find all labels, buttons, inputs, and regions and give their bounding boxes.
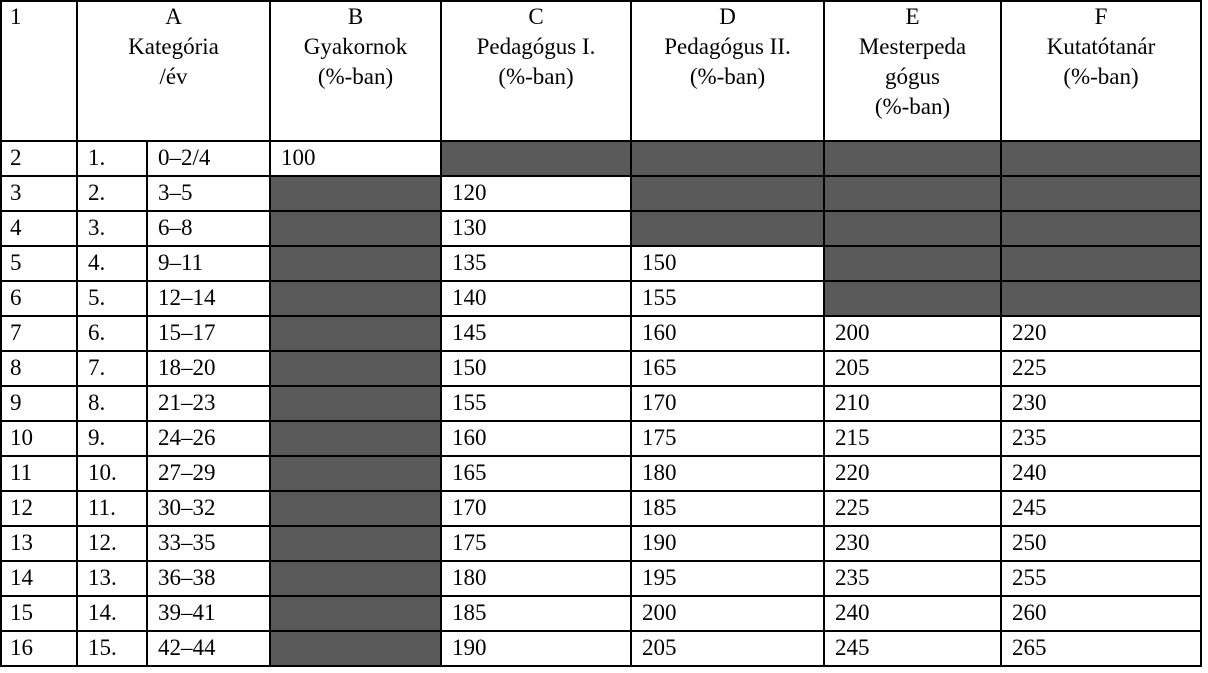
percent-cell-c: 140 xyxy=(441,281,631,316)
category-cell: 3. xyxy=(77,211,147,246)
years-cell: 0–2/4 xyxy=(147,141,270,176)
column-header-e xyxy=(824,1,1001,141)
percent-cell-c: 170 xyxy=(441,491,631,526)
row-number-cell: 13 xyxy=(1,526,77,561)
category-cell: 7. xyxy=(77,351,147,386)
table-row xyxy=(1,351,1201,386)
category-cell: 9. xyxy=(77,421,147,456)
category-cell: 1. xyxy=(77,141,147,176)
percent-cell-c: 130 xyxy=(441,211,631,246)
shaded-cell-b xyxy=(270,596,441,631)
column-header-f xyxy=(1001,1,1201,141)
column-title-line: (%-ban) xyxy=(874,94,951,119)
shaded-cell-e xyxy=(824,176,1001,211)
shaded-cell-b xyxy=(270,456,441,491)
percent-cell-f: 230 xyxy=(1001,386,1201,421)
years-cell: 36–38 xyxy=(147,561,270,596)
shaded-cell-b xyxy=(270,526,441,561)
row-number-cell: 12 xyxy=(1,491,77,526)
percent-cell-c: 185 xyxy=(441,596,631,631)
percent-cell-d: 195 xyxy=(631,561,824,596)
percent-cell-f: 235 xyxy=(1001,421,1201,456)
shaded-cell-b xyxy=(270,421,441,456)
percent-cell-f: 255 xyxy=(1001,561,1201,596)
years-cell: 42–44 xyxy=(147,631,270,666)
years-cell: 21–23 xyxy=(147,386,270,421)
category-cell: 10. xyxy=(77,456,147,491)
shaded-cell-b xyxy=(270,351,441,386)
header-row-number: 1 xyxy=(1,1,77,141)
column-title-line: gógus xyxy=(885,64,940,89)
shaded-cell-f xyxy=(1001,246,1201,281)
years-cell: 9–11 xyxy=(147,246,270,281)
shaded-cell-f xyxy=(1001,141,1201,176)
column-letter: A xyxy=(165,4,182,29)
table-row xyxy=(1,141,1201,176)
shaded-cell-b xyxy=(270,246,441,281)
shaded-cell-f xyxy=(1001,281,1201,316)
row-number-cell: 5 xyxy=(1,246,77,281)
row-number-cell: 3 xyxy=(1,176,77,211)
column-header-b xyxy=(270,1,441,141)
percent-cell-d: 165 xyxy=(631,351,824,386)
table-row xyxy=(1,176,1201,211)
column-letter: E xyxy=(905,4,920,29)
percent-cell-c: 155 xyxy=(441,386,631,421)
years-cell: 30–32 xyxy=(147,491,270,526)
table-row xyxy=(1,316,1201,351)
table-row xyxy=(1,386,1201,421)
percent-cell-f: 245 xyxy=(1001,491,1201,526)
percent-cell-d: 150 xyxy=(631,246,824,281)
row-number-cell: 6 xyxy=(1,281,77,316)
column-letter: C xyxy=(528,4,544,29)
column-title-line: Kutatótanár xyxy=(1046,34,1156,59)
percent-cell-d: 180 xyxy=(631,456,824,491)
row-number-cell: 4 xyxy=(1,211,77,246)
percent-cell-f: 240 xyxy=(1001,456,1201,491)
percent-cell-d: 200 xyxy=(631,596,824,631)
category-cell: 6. xyxy=(77,316,147,351)
years-cell: 33–35 xyxy=(147,526,270,561)
row-number-cell: 8 xyxy=(1,351,77,386)
shaded-cell-b xyxy=(270,491,441,526)
column-title-line: /év xyxy=(159,64,188,89)
percent-cell-e: 220 xyxy=(824,456,1001,491)
percent-cell-d: 190 xyxy=(631,526,824,561)
shaded-cell-e xyxy=(824,211,1001,246)
column-title-line: (%-ban) xyxy=(317,64,394,89)
percent-cell-f: 220 xyxy=(1001,316,1201,351)
table-row xyxy=(1,596,1201,631)
percent-cell-d: 160 xyxy=(631,316,824,351)
shaded-cell-e xyxy=(824,281,1001,316)
percent-cell-f: 250 xyxy=(1001,526,1201,561)
percent-cell-b: 100 xyxy=(270,141,441,176)
percent-cell-c: 120 xyxy=(441,176,631,211)
shaded-cell-b xyxy=(270,386,441,421)
shaded-cell-f xyxy=(1001,176,1201,211)
percent-cell-d: 205 xyxy=(631,631,824,666)
column-header-a xyxy=(77,1,270,141)
column-header-d xyxy=(631,1,824,141)
table-row xyxy=(1,526,1201,561)
percent-cell-c: 145 xyxy=(441,316,631,351)
percent-cell-e: 215 xyxy=(824,421,1001,456)
category-cell: 4. xyxy=(77,246,147,281)
percent-cell-e: 245 xyxy=(824,631,1001,666)
years-cell: 12–14 xyxy=(147,281,270,316)
row-number-cell: 15 xyxy=(1,596,77,631)
percent-cell-c: 180 xyxy=(441,561,631,596)
column-title-line: Gyakornok xyxy=(303,34,408,59)
years-cell: 24–26 xyxy=(147,421,270,456)
table-row xyxy=(1,281,1201,316)
table-row xyxy=(1,246,1201,281)
years-cell: 39–41 xyxy=(147,596,270,631)
shaded-cell-e xyxy=(824,246,1001,281)
shaded-cell-b xyxy=(270,316,441,351)
shaded-cell-b xyxy=(270,561,441,596)
category-cell: 13. xyxy=(77,561,147,596)
row-number-cell: 14 xyxy=(1,561,77,596)
category-cell: 8. xyxy=(77,386,147,421)
row-number-cell: 2 xyxy=(1,141,77,176)
shaded-cell-b xyxy=(270,211,441,246)
percent-cell-c: 150 xyxy=(441,351,631,386)
category-cell: 15. xyxy=(77,631,147,666)
shaded-cell-c xyxy=(441,141,631,176)
percent-cell-d: 175 xyxy=(631,421,824,456)
years-cell: 27–29 xyxy=(147,456,270,491)
header-row xyxy=(1,1,1201,141)
table-row xyxy=(1,561,1201,596)
category-cell: 12. xyxy=(77,526,147,561)
table-row xyxy=(1,631,1201,666)
shaded-cell-d xyxy=(631,176,824,211)
percent-cell-c: 135 xyxy=(441,246,631,281)
category-cell: 2. xyxy=(77,176,147,211)
percent-cell-e: 205 xyxy=(824,351,1001,386)
percent-cell-d: 155 xyxy=(631,281,824,316)
category-cell: 14. xyxy=(77,596,147,631)
years-cell: 15–17 xyxy=(147,316,270,351)
percent-cell-f: 260 xyxy=(1001,596,1201,631)
column-letter: D xyxy=(719,4,736,29)
shaded-cell-b xyxy=(270,281,441,316)
percent-cell-d: 185 xyxy=(631,491,824,526)
percent-cell-e: 230 xyxy=(824,526,1001,561)
percent-cell-e: 210 xyxy=(824,386,1001,421)
years-cell: 6–8 xyxy=(147,211,270,246)
row-number-cell: 9 xyxy=(1,386,77,421)
column-title-line: (%-ban) xyxy=(1063,64,1139,89)
table-row xyxy=(1,456,1201,491)
percent-cell-c: 190 xyxy=(441,631,631,666)
category-cell: 11. xyxy=(77,491,147,526)
shaded-cell-b xyxy=(270,631,441,666)
column-title-line: Pedagógus II. xyxy=(664,34,791,59)
shaded-cell-b xyxy=(270,176,441,211)
shaded-cell-d xyxy=(631,141,824,176)
column-title-line: Pedagógus I. xyxy=(476,34,596,59)
percent-cell-c: 160 xyxy=(441,421,631,456)
row-number-cell: 10 xyxy=(1,421,77,456)
percent-cell-e: 235 xyxy=(824,561,1001,596)
table-row xyxy=(1,491,1201,526)
shaded-cell-e xyxy=(824,141,1001,176)
years-cell: 18–20 xyxy=(147,351,270,386)
shaded-cell-f xyxy=(1001,211,1201,246)
category-cell: 5. xyxy=(77,281,147,316)
percent-cell-e: 200 xyxy=(824,316,1001,351)
percent-cell-f: 265 xyxy=(1001,631,1201,666)
column-header-c xyxy=(441,1,631,141)
percent-cell-e: 240 xyxy=(824,596,1001,631)
table-row xyxy=(1,211,1201,246)
table-row xyxy=(1,421,1201,456)
percent-cell-e: 225 xyxy=(824,491,1001,526)
row-number-cell: 16 xyxy=(1,631,77,666)
column-title-line: (%-ban) xyxy=(498,64,574,89)
percent-cell-d: 170 xyxy=(631,386,824,421)
percent-cell-f: 225 xyxy=(1001,351,1201,386)
row-number-cell: 11 xyxy=(1,456,77,491)
percent-cell-c: 165 xyxy=(441,456,631,491)
column-title-line: Mesterpeda xyxy=(858,34,967,59)
percent-cell-c: 175 xyxy=(441,526,631,561)
table-body xyxy=(1,141,1201,666)
years-cell: 3–5 xyxy=(147,176,270,211)
column-title-line: (%-ban) xyxy=(689,64,766,89)
shaded-cell-d xyxy=(631,211,824,246)
column-letter: B xyxy=(347,4,364,29)
row-number-cell: 7 xyxy=(1,316,77,351)
column-letter: F xyxy=(1094,4,1108,29)
column-title-line: Kategória xyxy=(128,34,219,59)
